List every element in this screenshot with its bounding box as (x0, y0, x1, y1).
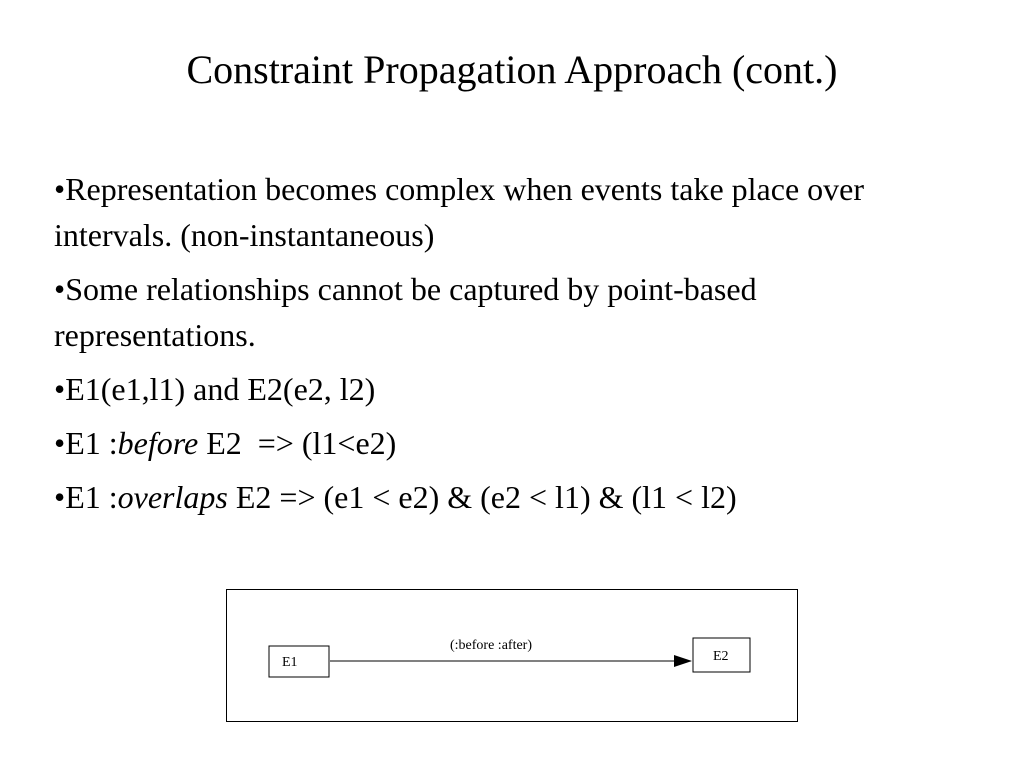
node-e2-label: E2 (713, 649, 729, 664)
bullet-list (54, 166, 954, 528)
node-e1-label: E1 (282, 655, 298, 670)
bullet-item (54, 166, 954, 258)
bullet-marker: • (54, 371, 66, 407)
bullet-suffix: E2 => (l1<e2) (198, 425, 397, 461)
bullet-prefix: E1 : (65, 425, 118, 461)
node-e2 (693, 638, 750, 672)
bullet-item (54, 266, 954, 358)
bullet-italic-relation: before (117, 425, 199, 461)
bullet-marker: • (54, 479, 66, 515)
bullet-suffix: E2 => (e1 < e2) & (e2 < l1) & (l1 < l2) (227, 479, 737, 515)
bullet-italic-relation: overlaps (117, 479, 228, 515)
slide-title: Constraint Propagation Approach (cont.) (186, 47, 838, 92)
bullet-prefix: E1 : (65, 479, 118, 515)
bullet-item (54, 420, 954, 466)
bullet-text: Representation becomes complex when events take place over intervals. (non-instantaneous) (54, 171, 864, 253)
relation-diagram-svg (227, 590, 797, 721)
relation-diagram (226, 589, 798, 722)
node-e1 (269, 646, 329, 677)
edge-label: (:before :after) (450, 638, 532, 653)
bullet-item (54, 366, 954, 412)
bullet-text: E1(e1,l1) and E2(e2, l2) (65, 371, 376, 407)
bullet-marker: • (54, 171, 66, 207)
bullet-item (54, 474, 954, 520)
bullet-marker: • (54, 425, 66, 461)
bullet-text: Some relationships cannot be captured by point-based representations. (54, 271, 757, 353)
bullet-marker: • (54, 271, 66, 307)
